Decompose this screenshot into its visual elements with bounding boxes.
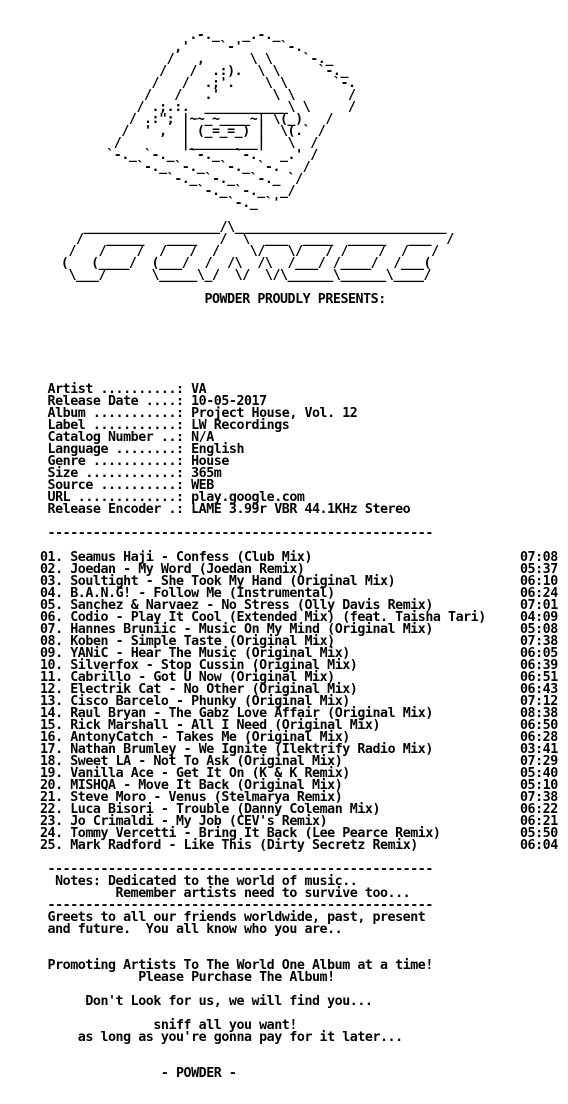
track-number: 04 <box>40 586 56 601</box>
track-duration: 04:09 <box>520 610 558 625</box>
language-value: English <box>191 442 244 457</box>
ascii-art-line: `-._ `-._ `-._ `/ <box>8 172 303 187</box>
ascii-art-line: / / .:). \ \ `-._ <box>8 64 348 79</box>
track-duration: 05:40 <box>520 766 558 781</box>
track-number: 11 <box>40 670 56 685</box>
track-number: 16 <box>40 730 56 745</box>
track-number: 15 <box>40 718 56 733</box>
track-row: 23. Jo Crimaldi - My Job (CEV's Remix) 06:21 <box>40 814 558 829</box>
source-label: Source ..........: <box>40 478 192 493</box>
url-label: URL .............: <box>40 490 192 505</box>
track-duration: 06:39 <box>520 658 558 673</box>
track-number: 23 <box>40 814 56 829</box>
track-duration: 06:10 <box>520 574 558 589</box>
sniff-line: as long as you're gonna pay for it later... <box>40 1030 403 1045</box>
track-title: Koben - Simple Taste (Original Mix) <box>70 634 335 649</box>
track-duration: 06:28 <box>520 730 558 745</box>
greets-line: Greets to all our friends worldwide, past, present <box>40 910 426 925</box>
track-number: 07 <box>40 622 56 637</box>
notes-line: Remember artists need to survive too... <box>40 886 411 901</box>
track-duration: 07:38 <box>520 634 558 649</box>
ascii-art-line: / .:"; |~~_~____~| \(_) / <box>8 112 333 127</box>
release-date-value: 10-05-2017 <box>191 394 267 409</box>
track-row: 05. Sanchez & Narvaez - No Stress (Olly Davis Remix) 07:01 <box>40 598 558 613</box>
size-value: 365m <box>191 466 222 481</box>
track-duration: 07:01 <box>520 598 558 613</box>
track-row: 04. B.A.N.G! - Follow Me (Instrumental) 06:24 <box>40 586 558 601</box>
track-duration: 06:50 <box>520 718 558 733</box>
track-number: 19 <box>40 766 56 781</box>
track-duration: 05:08 <box>520 622 558 637</box>
ascii-art-line: `-._ `-._ _/ <box>8 184 296 199</box>
label-label: Label ...........: <box>40 418 192 433</box>
track-number: 06 <box>40 610 56 625</box>
catalog-value: N/A <box>191 430 214 445</box>
track-duration: 06:43 <box>520 682 558 697</box>
track-duration: 06:24 <box>520 586 558 601</box>
track-title: Tommy Vercetti - Bring It Back (Lee Pearce Remix) <box>70 826 441 841</box>
track-number: 08 <box>40 634 56 649</box>
track-row: 01. Seamus Haji - Confess (Club Mix) 07:08 <box>40 550 558 565</box>
track-title: B.A.N.G! - Follow Me (Instrumental) <box>70 586 335 601</box>
separator: --------------------------------------------------- <box>40 526 433 541</box>
ascii-art-line: / / / / / / \/ \/ / / / / / <box>8 244 439 259</box>
track-title: Cabrillo - Got U Now (Original Mix) <box>70 670 335 685</box>
track-row: 17. Nathan Brumley - We Ignite (Ilektrify Radio Mix) 03:41 <box>40 742 558 757</box>
tracklist <box>40 552 568 852</box>
track-title: Vanilla Ace - Get It On (K & K Remix) <box>70 766 350 781</box>
track-duration: 07:38 <box>520 790 558 805</box>
track-row: 06. Codio - Play It Cool (Extended Mix) (feat. Taisha Tari) 04:09 <box>40 610 558 625</box>
ascii-art-line: / .;.:. ___________\ \ / <box>8 100 356 115</box>
signature: - POWDER - <box>40 1066 237 1081</box>
track-title: Hannes Bruniic - Music On My Mind (Original Mix) <box>70 622 433 637</box>
track-title: Cisco Barcelo - Phunky (Original Mix) <box>70 694 350 709</box>
track-row: 25. Mark Radford - Like This (Dirty Secretz Remix) 06:04 <box>40 838 558 853</box>
ascii-art-line: `-._ `-._ `-._ `-. / <box>8 160 311 175</box>
track-title: Steve Moro - Venus (Stelmarya Remix) <box>70 790 343 805</box>
track-title: Codio - Play It Cool (Extended Mix) (feat. Taisha Tari) <box>70 610 486 625</box>
track-duration: 06:05 <box>520 646 558 661</box>
track-title: Sweet LA - Not To Ask (Original Mix) <box>70 754 343 769</box>
presents-heading: POWDER PROUDLY PRESENTS: <box>8 292 386 307</box>
nfo-footer <box>40 864 433 1080</box>
track-number: 14 <box>40 706 56 721</box>
track-row: 10. Silverfox - Stop Cussin (Original Mix) 06:39 <box>40 658 558 673</box>
track-number: 17 <box>40 742 56 757</box>
track-duration: 08:38 <box>520 706 558 721</box>
ascii-art-line: / |_________| \ / <box>8 136 318 151</box>
track-number: 25 <box>40 838 56 853</box>
track-title: Nathan Brumley - We Ignite (Ilektrify Radio Mix) <box>70 742 433 757</box>
ascii-art-line: / / .;'. \ \ `-. <box>8 76 356 91</box>
track-row: 02. Joedan - My Word (Joedan Remix) 05:37 <box>40 562 558 577</box>
track-title: Electrik Cat - No Other (Original Mix) <box>70 682 358 697</box>
album-label: Album ...........: <box>40 406 192 421</box>
track-number: 10 <box>40 658 56 673</box>
track-title: MISHQA - Move It Back (Original Mix) <box>70 778 343 793</box>
track-title: AntonyCatch - Takes Me (Original Mix) <box>70 730 350 745</box>
encoder-value: LAME 3.99r VBR 44.1KHz Stereo <box>191 502 411 517</box>
language-label: Language ........: <box>40 442 192 457</box>
genre-value: House <box>191 454 229 469</box>
ascii-art-line: ,' `-' `-. <box>8 40 303 55</box>
track-row: 20. MISHQA - Move It Back (Original Mix) 05:10 <box>40 778 558 793</box>
track-duration: 05:10 <box>520 778 558 793</box>
track-title: Jo Crimaldi - My Job (CEV's Remix) <box>70 814 328 829</box>
source-value: WEB <box>191 478 214 493</box>
track-title: Silverfox - Stop Cussin (Original Mix) <box>70 658 358 673</box>
track-number: 22 <box>40 802 56 817</box>
track-title: Mark Radford - Like This (Dirty Secretz Remix) <box>70 838 418 853</box>
track-row: 14. Raul Bryan - The Gabz Love Affair (Original Mix) 08:38 <box>40 706 558 721</box>
track-number: 03 <box>40 574 56 589</box>
track-duration: 06:51 <box>520 670 558 685</box>
track-number: 24 <box>40 826 56 841</box>
track-number: 05 <box>40 598 56 613</box>
track-title: Luca Bisori - Trouble (Danny Coleman Mix) <box>70 802 381 817</box>
tagline: Don't Look for us, we will find you... <box>40 994 373 1009</box>
track-row: 21. Steve Moro - Venus (Stelmarya Remix) 07:38 <box>40 790 558 805</box>
track-row: 22. Luca Bisori - Trouble (Danny Coleman Mix) 06:22 <box>40 802 558 817</box>
track-duration: 07:08 <box>520 550 558 565</box>
track-row: 11. Cabrillo - Got U Now (Original Mix) 06:51 <box>40 670 558 685</box>
separator: --------------------------------------------------- <box>40 898 433 913</box>
track-title: Soultight - She Took My Hand (Original Mix) <box>70 574 396 589</box>
track-title: Seamus Haji - Confess (Club Mix) <box>70 550 313 565</box>
ascii-art-line: `-._ `' <box>8 196 280 211</box>
ascii-art-line: / , \ \ `-._ <box>8 52 333 67</box>
track-row: 24. Tommy Vercetti - Bring It Back (Lee Pearce Remix) 05:50 <box>40 826 558 841</box>
track-duration: 06:21 <box>520 814 558 829</box>
track-duration: 07:29 <box>520 754 558 769</box>
track-title: YANiC - Hear The Music (Original Mix) <box>70 646 350 661</box>
artist-label: Artist ..........: <box>40 382 192 397</box>
track-title: Rick Marshall - All I Need (Original Mix) <box>70 718 381 733</box>
track-number: 12 <box>40 682 56 697</box>
track-number: 18 <box>40 754 56 769</box>
ascii-art-line: `-._ `-._ `-._ `-. _.' / <box>8 148 318 163</box>
track-number: 09 <box>40 646 56 661</box>
ascii-art-line: \___/ \_____\_/ \/ \/\______\______\____/ <box>8 268 432 283</box>
track-row: 19. Vanilla Ace - Get It On (K & K Remix) 05:40 <box>40 766 558 781</box>
track-row: 16. AntonyCatch - Takes Me (Original Mix) 06:28 <box>40 730 558 745</box>
notes-line: Notes: Dedicated to the world of music.. <box>40 874 358 889</box>
track-row: 07. Hannes Bruniic - Music On My Mind (Original Mix) 05:08 <box>40 622 558 637</box>
nfo-release-info <box>40 384 433 540</box>
artist-value: VA <box>191 382 207 397</box>
promo-line: Please Purchase The Album! <box>40 970 335 985</box>
track-row: 12. Electrik Cat - No Other (Original Mix) 06:43 <box>40 682 558 697</box>
track-title: Joedan - My Word (Joedan Remix) <box>70 562 305 577</box>
track-number: 21 <box>40 790 56 805</box>
track-duration: 05:37 <box>520 562 558 577</box>
url-value: play.google.com <box>191 490 305 505</box>
sniff-line: sniff all you want! <box>40 1018 297 1033</box>
ascii-art-line: .-._ _.-._ <box>8 28 280 43</box>
track-duration: 05:50 <box>520 826 558 841</box>
track-row: 13. Cisco Barcelo - Phunky (Original Mix) 07:12 <box>40 694 558 709</box>
genre-label: Genre ...........: <box>40 454 192 469</box>
track-title: Raul Bryan - The Gabz Love Affair (Original Mix) <box>70 706 433 721</box>
track-number: 20 <box>40 778 56 793</box>
promo-line: Promoting Artists To The World One Album at a time! <box>40 958 433 973</box>
track-row: 15. Rick Marshall - All I Need (Original Mix) 06:50 <box>40 718 558 733</box>
label-value: LW Recordings <box>191 418 290 433</box>
track-row: 08. Koben - Simple Taste (Original Mix) 07:38 <box>40 634 558 649</box>
track-number: 01 <box>40 550 56 565</box>
track-row: 09. YANiC - Hear The Music (Original Mix) 06:05 <box>40 646 558 661</box>
separator: --------------------------------------------------- <box>40 862 433 877</box>
ascii-art-line: / / .' \ \ / <box>8 88 356 103</box>
ascii-art-line: __________________/\____________________________ <box>8 220 447 235</box>
track-duration: 06:04 <box>520 838 558 853</box>
ascii-art-line: ( (____/ (___/ / /\ /\ /___/ /____/ /___( <box>8 256 432 271</box>
encoder-label: Release Encoder .: <box>40 502 192 517</box>
track-duration: 03:41 <box>520 742 558 757</box>
track-number: 02 <box>40 562 56 577</box>
catalog-label: Catalog Number ..: <box>40 430 192 445</box>
track-number: 13 <box>40 694 56 709</box>
ascii-art-line: / ' , | (_=_=_) | \(.` / <box>8 124 326 139</box>
track-duration: 06:22 <box>520 802 558 817</box>
release-date-label: Release Date ....: <box>40 394 192 409</box>
track-row: 18. Sweet LA - Not To Ask (Original Mix) 07:29 <box>40 754 558 769</box>
size-label: Size ............: <box>40 466 192 481</box>
album-value: Project House, Vol. 12 <box>191 406 358 421</box>
track-title: Sanchez & Narvaez - No Stress (Olly Davis Remix) <box>70 598 433 613</box>
nfo-ascii-logo <box>8 30 454 306</box>
greets-line: and future. You all know who you are.. <box>40 922 343 937</box>
track-row: 03. Soultight - She Took My Hand (Original Mix) 06:10 <box>40 574 558 589</box>
ascii-art-line: / _____ ____ / \ ___ ____ _____ ___ / <box>8 232 454 247</box>
track-duration: 07:12 <box>520 694 558 709</box>
